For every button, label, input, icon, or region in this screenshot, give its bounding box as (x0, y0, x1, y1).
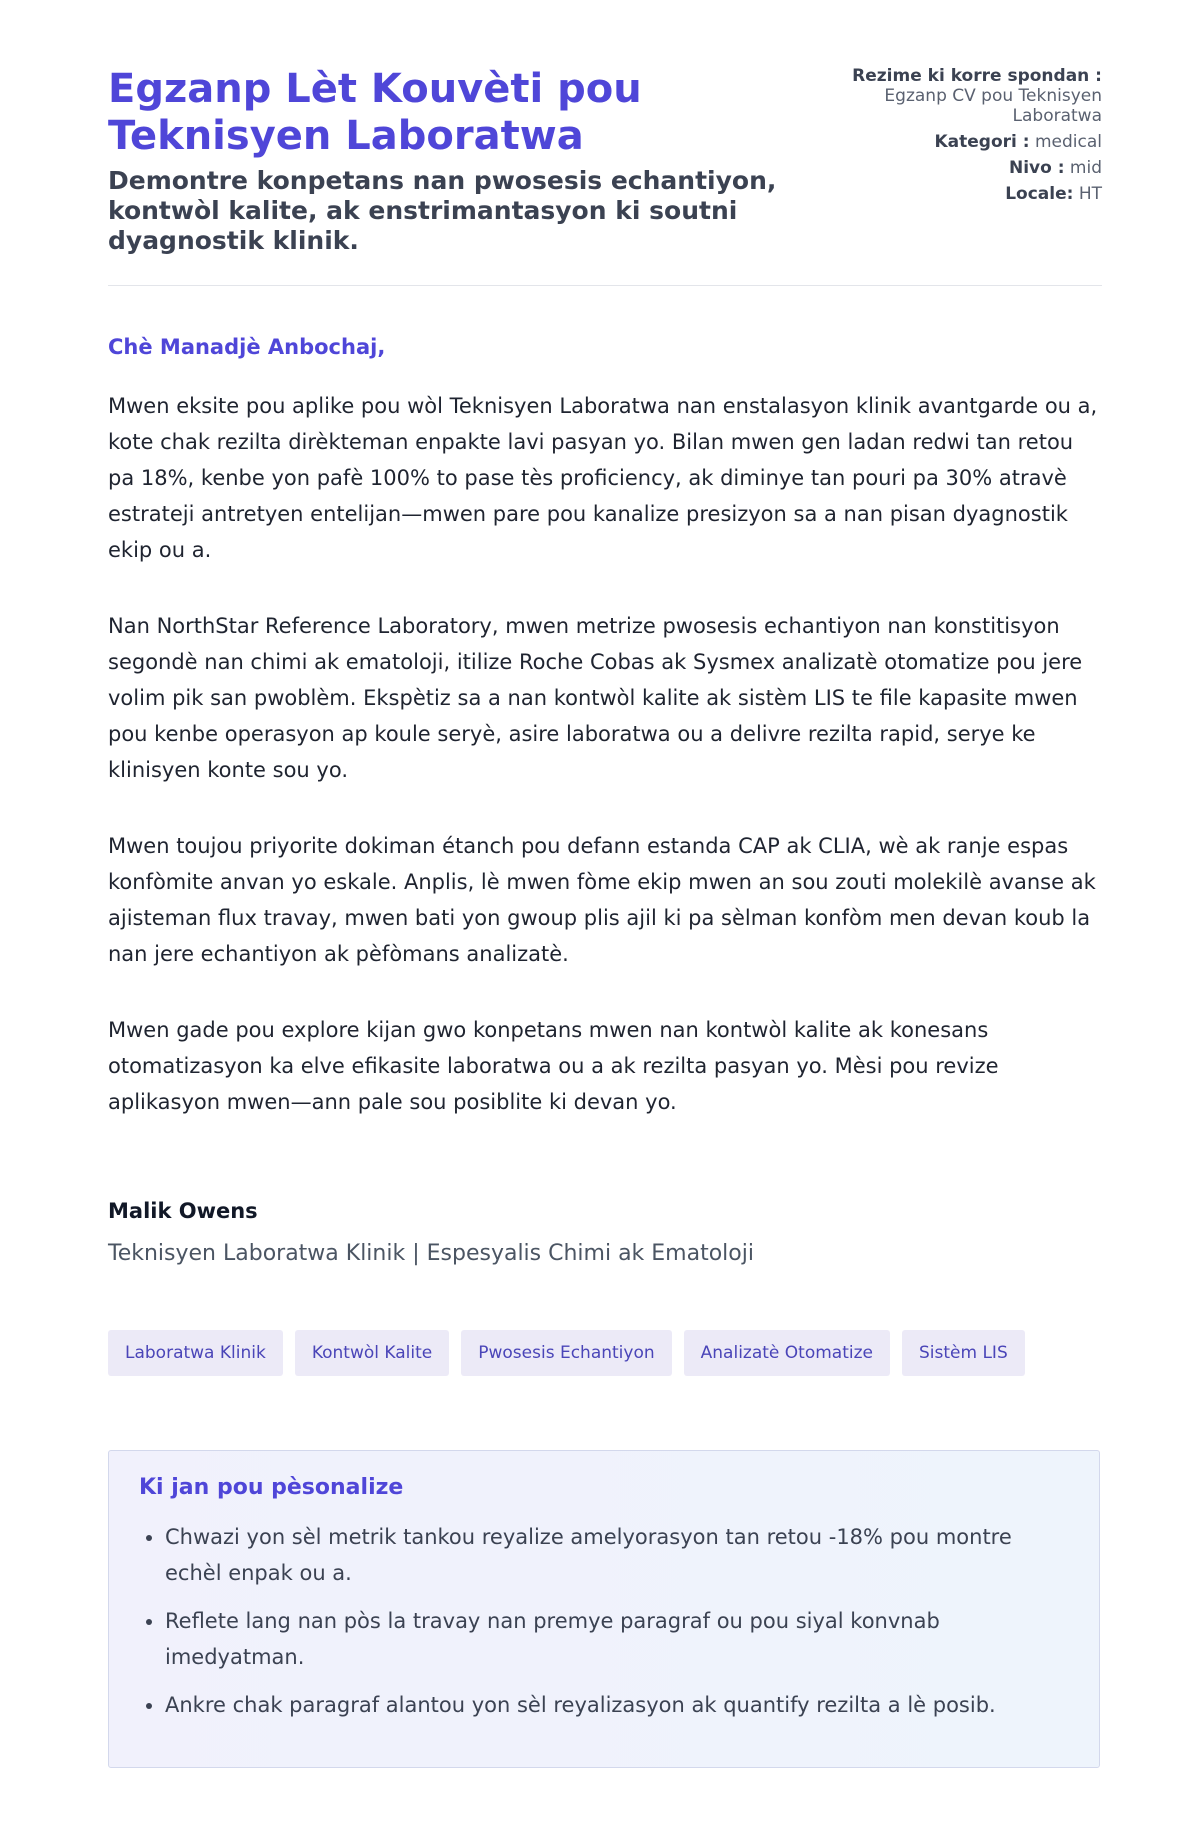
customize-tips-box (108, 1450, 1100, 1768)
signature-name: Malik Owens (108, 1199, 258, 1223)
meta-resume (842, 66, 1102, 126)
letter-body (108, 332, 1102, 1160)
skill-tag[interactable]: Kontwòl Kalite (295, 1330, 449, 1376)
meta-level-value: mid (1069, 158, 1102, 178)
skill-tag[interactable]: Pwosesis Echantiyon (461, 1330, 671, 1376)
tips-title: Ki jan pou pèsonalize (139, 1475, 404, 1500)
tip-item: • Reflete lang nan pòs la travay nan premye paragraf ou pou siyal konvnab imedyatman. (165, 1603, 1069, 1675)
meta-level-label: Nivo : (1008, 158, 1065, 178)
tip-item: • Ankre chak paragraf alantou yon sèl reyalizasyon ak quantify rezilta a lè posib. (165, 1687, 1069, 1723)
page-header (108, 66, 1102, 256)
meta-category-value: medical (1034, 132, 1102, 152)
skill-tag[interactable]: Analizatè Otomatize (684, 1330, 890, 1376)
meta-locale-label: Locale: (1005, 184, 1074, 204)
meta-category-label: Kategori : (934, 132, 1030, 152)
meta-locale-value: HT (1078, 184, 1102, 204)
signature-block (108, 1196, 1102, 1269)
skill-tags (108, 1330, 1025, 1376)
meta-category (842, 132, 1102, 152)
letter-paragraph: Nan NorthStar Reference Laboratory, mwen metrize pwosesis echantiyon nan konstitisyon segondè nan chimi ak ematoloji, itilize Roche Cobas ak Sysmex analizatè otomatize pou jere volim pik san pwoblèm. Ekspètiz sa a nan kontwòl kalite ak sistèm LIS te file kapasite mwen pou kenbe operasyon ap koule seryè, asire laboratwa ou a delivre rezilta rapid, serye ke klinisyen konte sou yo. (108, 614, 1083, 782)
letter-paragraph: Mwen gade pou explore kijan gwo konpetans mwen nan kontwòl kalite ak konesans otomatizasyon ka elve efikasite laboratwa ou a ak rezilta pasyan yo. Mèsi pou revize aplikasyon mwen—ann pale sou posiblite ki devan yo. (108, 1018, 999, 1114)
meta-resume-label: Rezime ki korre spondan : (852, 66, 1102, 86)
letter-paragraph: Mwen eksite pou aplike pou wòl Teknisyen Laboratwa nan enstalasyon klinik avantgarde ou a, kote chak rezilta dirèkteman enpakte lavi pasyan yo. Bilan mwen gen ladan redwi tan retou pa 18%, kenbe yon pafè 100% to pase tès proficiency, ak diminye tan pouri pa 30% atravè estrateji antretyen entelijan—mwen pare pou kanalize presizyon sa a nan pisan dyagnostik ekip ou a. (108, 394, 1098, 562)
tips-list (139, 1519, 1069, 1723)
skill-tag[interactable]: Sistèm LIS (902, 1330, 1025, 1376)
page-title: Egzanp Lèt Kouvèti pou Teknisyen Laboratwa (108, 66, 642, 159)
meta-level (842, 158, 1102, 178)
meta-resume-value[interactable]: Egzanp CV pou Teknisyen Laboratwa (884, 86, 1102, 126)
meta-panel (842, 66, 1102, 210)
letter-paragraph: Mwen toujou priyorite dokiman étanch pou defann estanda CAP ak CLIA, wè ak ranje espas konfòmite anvan yo eskale. Anplis, lè mwen fòme ekip mwen an sou zouti molekilè avanse ak ajisteman flux travay, mwen bati yon gwoup plis ajil ki pa sèlman konfòm men devan koub la nan jere echantiyon ak pèfòmans analizatè. (108, 834, 1096, 966)
meta-locale (842, 184, 1102, 204)
signature-role: Teknisyen Laboratwa Klinik | Espesyalis Chimi ak Ematoloji (108, 1241, 754, 1266)
letter-salutation: Chè Manadjè Anbochaj, (108, 335, 386, 359)
header-divider (108, 285, 1102, 286)
tip-item: • Chwazi yon sèl metrik tankou reyalize amelyorasyon tan retou -18% pou montre echèl enpak ou a. (165, 1519, 1069, 1591)
skill-tag[interactable]: Laboratwa Klinik (108, 1330, 283, 1376)
page-subtitle: Demontre konpetans nan pwosesis echantiyon, kontwòl kalite, ak enstrimantasyon ki soutni dyagnostik klinik. (108, 166, 777, 255)
